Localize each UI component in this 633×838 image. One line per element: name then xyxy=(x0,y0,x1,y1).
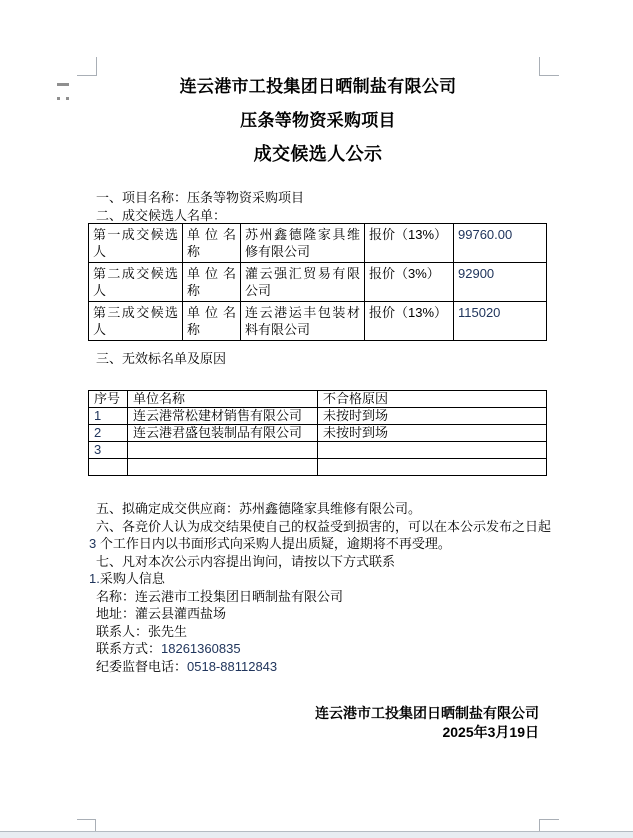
invalid-seq-cell: 2 xyxy=(89,425,128,442)
paragraph-text: 联系方式： xyxy=(96,641,162,656)
invalid-header-company: 单位名称 xyxy=(128,391,318,408)
objection-line-1 xyxy=(96,518,551,536)
purchaser-address-line xyxy=(96,605,551,623)
paragraph-text: 名称：连云港市工投集团日晒制盐有限公司 xyxy=(96,588,344,604)
invalid-row xyxy=(89,459,547,476)
candidate-quote-cell: 报价（3%） xyxy=(365,263,454,302)
supplier-decision-line xyxy=(96,500,551,518)
paragraph-text: 七、凡对本次公示内容提出询问，请按以下方式联系 xyxy=(96,553,396,569)
invalid-reason-cell xyxy=(318,442,547,459)
margin-crop-mark-top-left xyxy=(77,57,97,76)
paragraph-text: 采购人信息 xyxy=(99,571,165,586)
candidate-field-cell: 单位名称 xyxy=(183,224,241,263)
handle-dot xyxy=(57,97,60,100)
candidate-quote-cell: 报价（13%） xyxy=(365,224,454,263)
contact-person-line xyxy=(96,623,551,641)
notice-title: 成交候选人公示 xyxy=(253,144,383,164)
candidate-rank-cell: 第三成交候选人 xyxy=(89,302,183,341)
intro-block xyxy=(96,189,304,224)
objection-line-2 xyxy=(89,535,551,553)
candidate-price-cell: 92900 xyxy=(454,263,547,302)
candidate-row xyxy=(89,224,547,263)
phone-number: 0518-88112843 xyxy=(187,658,278,674)
invalid-header-reason: 不合格原因 xyxy=(318,391,547,408)
project-name-line: 一、项目名称：压条等物资采购项目 xyxy=(96,190,305,205)
project-title: 压条等物资采购项目 xyxy=(240,111,396,130)
company-title: 连云港市工投集团日晒制盐有限公司 xyxy=(179,77,457,96)
inquiry-line xyxy=(96,553,551,571)
invalid-company-cell xyxy=(128,442,318,459)
invalid-company-cell xyxy=(128,459,318,476)
invalid-seq-cell: 3 xyxy=(89,442,128,459)
paragraph-text: 联系人：张先生 xyxy=(96,623,188,639)
supervision-phone-line xyxy=(96,658,551,676)
candidate-price-cell: 99760.00 xyxy=(454,224,547,263)
invalid-bids-section-title: 三、无效标名单及原因 xyxy=(96,351,227,366)
signature-company: 连云港市工投集团日晒制盐有限公司 xyxy=(315,705,539,721)
candidate-company-cell: 苏州鑫德隆家具维修有限公司 xyxy=(241,224,365,263)
margin-crop-mark-top-right xyxy=(539,57,559,76)
invalid-seq-cell: 1 xyxy=(89,408,128,425)
contact-phone-line xyxy=(96,640,551,658)
invalid-row xyxy=(89,425,547,442)
invalid-seq-cell xyxy=(89,459,128,476)
candidate-rank-cell: 第二成交候选人 xyxy=(89,263,183,302)
paragraph-text: 五、拟确定成交供应商：苏州鑫德隆家具维修有限公司。 xyxy=(96,501,422,516)
invalid-reason-cell xyxy=(318,459,547,476)
paragraph-text: 地址：灌云县灌西盐场 xyxy=(96,606,227,621)
invalid-bids-table xyxy=(88,390,547,476)
candidate-row xyxy=(89,302,547,341)
purchaser-info-heading xyxy=(89,570,551,588)
invalid-company-cell: 连云港君盛包装制品有限公司 xyxy=(128,425,318,442)
signature-date: 2025年3月19日 xyxy=(442,724,539,740)
candidate-company-cell: 连云港运丰包装材料有限公司 xyxy=(241,302,365,341)
phone-number: 18261360835 xyxy=(161,641,241,656)
paragraph-text: 纪委监督电话： xyxy=(96,658,188,674)
table-move-handle-icon[interactable] xyxy=(57,83,69,100)
candidate-row xyxy=(89,263,547,302)
paragraph-number: 1. xyxy=(89,571,100,586)
purchaser-name-line xyxy=(96,588,551,606)
candidate-company-cell: 灌云强汇贸易有限公司 xyxy=(241,263,365,302)
invalid-reason-cell: 未按时到场 xyxy=(318,425,547,442)
paragraph-text: 个工作日内以书面形式向采购人提出质疑，逾期将不再受理。 xyxy=(96,536,451,551)
handle-dot xyxy=(66,97,69,100)
invalid-reason-cell: 未按时到场 xyxy=(318,408,547,425)
invalid-company-cell: 连云港常松建材销售有限公司 xyxy=(128,408,318,425)
candidate-field-cell: 单位名称 xyxy=(183,263,241,302)
invalid-header-row xyxy=(89,391,547,408)
candidate-price-cell: 115020 xyxy=(454,302,547,341)
paragraph-number: 3 xyxy=(89,536,97,551)
candidates-table xyxy=(88,223,547,341)
handle-dot xyxy=(66,83,69,86)
signature-block xyxy=(315,704,539,742)
invalid-row xyxy=(89,442,547,459)
invalid-header-seq: 序号 xyxy=(89,391,128,408)
candidate-list-line: 二、成交候选人名单： xyxy=(96,207,227,223)
candidate-rank-cell: 第一成交候选人 xyxy=(89,224,183,263)
candidate-quote-cell: 报价（13%） xyxy=(365,302,454,341)
document-heading-block xyxy=(88,76,548,165)
invalid-row xyxy=(89,408,547,425)
paragraph-text: 六、各竞价人认为成交结果使自己的权益受到损害的，可以在本公示发布之日起 xyxy=(96,518,552,534)
candidate-field-cell: 单位名称 xyxy=(183,302,241,341)
closing-paragraphs-block xyxy=(89,500,552,675)
